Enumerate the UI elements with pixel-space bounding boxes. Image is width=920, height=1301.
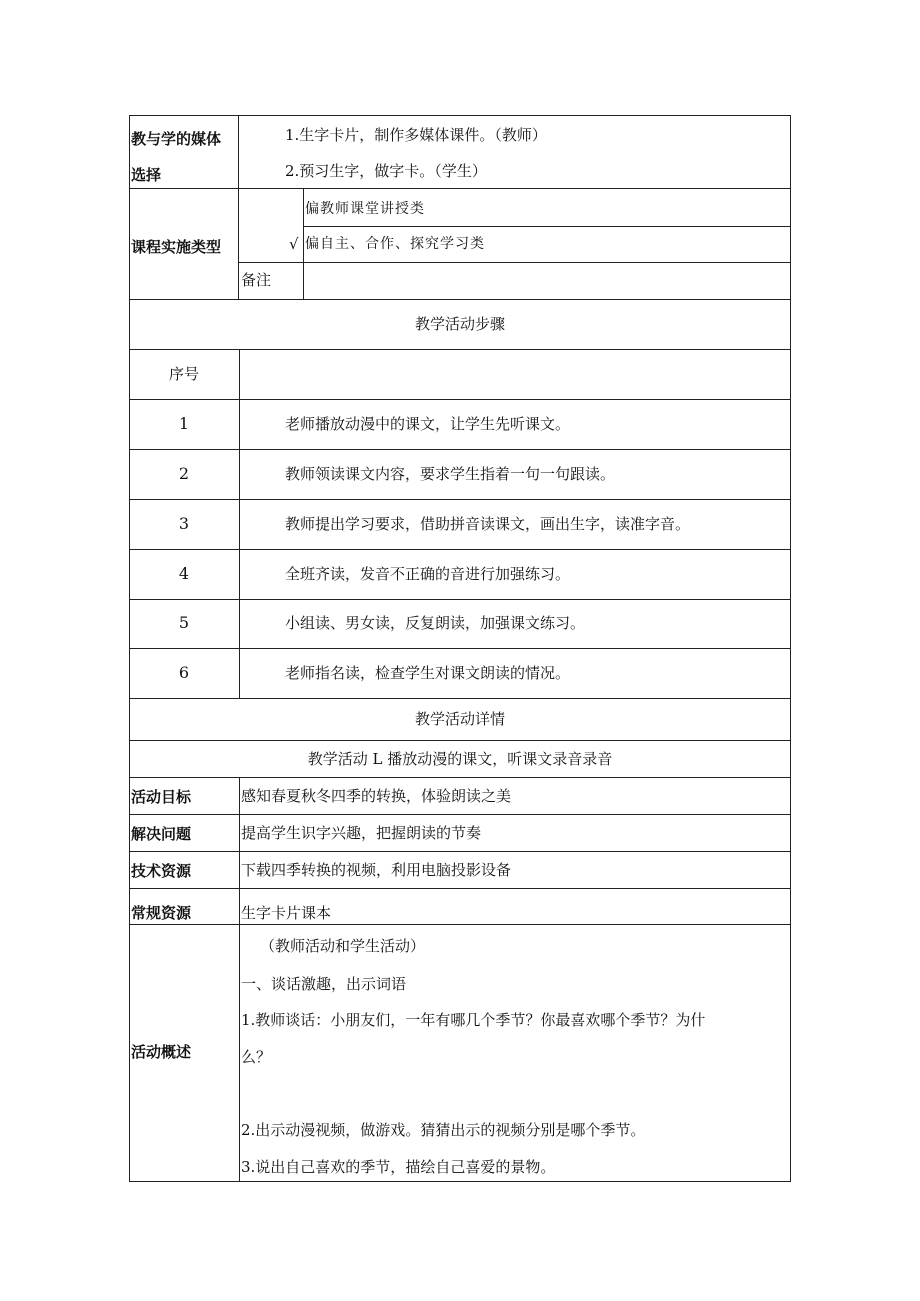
- table-border-bottom: [129, 1181, 791, 1182]
- detail-value: 下载四季转换的视频，利用电脑投影设备: [241, 861, 512, 879]
- overview-label: 活动概述: [131, 1043, 192, 1061]
- media-label-line1: 教与学的媒体: [131, 130, 222, 148]
- step-text: 老师播放动漫中的课文，让学生先听课文。: [285, 415, 571, 433]
- media-item-2: 2.预习生字，做字卡。（学生）: [285, 162, 487, 180]
- row-divider: [129, 924, 791, 925]
- detail-value: 提高学生识字兴趣，把握朗读的节奏: [241, 824, 482, 842]
- column-divider: [303, 188, 304, 299]
- course-type-label: 课程实施类型: [131, 238, 222, 256]
- row-divider: [129, 599, 791, 600]
- media-item-1: 1.生字卡片，制作多媒体课件。（教师）: [285, 126, 547, 144]
- step-number: 4: [178, 564, 190, 583]
- row-divider: [129, 499, 791, 500]
- row-divider: [129, 299, 791, 300]
- detail-value: 生字卡片课本: [241, 904, 332, 922]
- details-heading: 教学活动详情: [414, 710, 505, 728]
- detail-label: 解决问题: [131, 825, 192, 843]
- row-divider: [129, 399, 791, 400]
- seq-label: 序号: [168, 365, 199, 383]
- row-divider: [129, 449, 791, 450]
- activity-title: 教学活动 L 播放动漫的课文，听课文录音录音: [307, 750, 613, 768]
- table-border-top: [129, 115, 791, 116]
- lesson-plan-table: [129, 115, 791, 1182]
- row-divider: [129, 188, 791, 189]
- media-label-line2: 选择: [131, 166, 162, 184]
- step-number: 3: [178, 514, 190, 533]
- row-divider: [129, 549, 791, 550]
- overview-line: （教师活动和学生活动）: [260, 937, 426, 955]
- row-divider: [129, 740, 791, 741]
- overview-line: 1.教师谈话：小朋友们，一年有哪几个季节？你最喜欢哪个季节？为什: [241, 1011, 706, 1029]
- option-1-text: 偏教师课堂讲授类: [305, 201, 425, 217]
- remark-label: 备注: [241, 271, 272, 289]
- detail-value: 感知春夏秋冬四季的转换，体验朗读之美: [241, 787, 512, 805]
- column-divider: [239, 349, 240, 699]
- row-divider: [129, 814, 791, 815]
- steps-heading: 教学活动步骤: [414, 315, 505, 333]
- column-divider: [239, 777, 240, 1182]
- row-divider: [129, 648, 791, 649]
- row-divider: [129, 698, 791, 699]
- column-divider: [238, 115, 239, 299]
- overview-line: 么？: [241, 1048, 272, 1066]
- row-divider: [129, 851, 791, 852]
- step-number: 2: [178, 464, 190, 483]
- row-divider: [129, 349, 791, 350]
- step-text: 全班齐读，发音不正确的音进行加强练习。: [285, 565, 571, 583]
- step-text: 教师提出学习要求，借助拼音读课文，画出生字，读准字音。: [285, 515, 691, 533]
- row-divider: [238, 262, 791, 263]
- detail-label: 活动目标: [131, 788, 192, 806]
- detail-label: 技术资源: [131, 862, 192, 880]
- step-text: 教师领读课文内容，要求学生指着一句一句跟读。: [285, 465, 616, 483]
- row-divider: [129, 777, 791, 778]
- overview-line: 一、谈话激趣，出示词语: [241, 975, 407, 993]
- step-text: 老师指名读，检查学生对课文朗读的情况。: [285, 664, 571, 682]
- option-2-check: √: [289, 235, 299, 253]
- step-number: 6: [178, 663, 190, 682]
- row-divider: [129, 888, 791, 889]
- step-number: 1: [178, 414, 190, 433]
- row-divider: [303, 226, 791, 227]
- step-text: 小组读、男女读，反复朗读，加强课文练习。: [285, 614, 586, 632]
- option-2-text: 偏自主、合作、探究学习类: [305, 236, 485, 252]
- step-number: 5: [178, 613, 190, 632]
- detail-label: 常规资源: [131, 904, 192, 922]
- overview-line: 3.说出自己喜欢的季节，描绘自己喜爱的景物。: [241, 1158, 556, 1176]
- overview-line: 2.出示动漫视频，做游戏。猜猜出示的视频分别是哪个季节。: [241, 1121, 646, 1139]
